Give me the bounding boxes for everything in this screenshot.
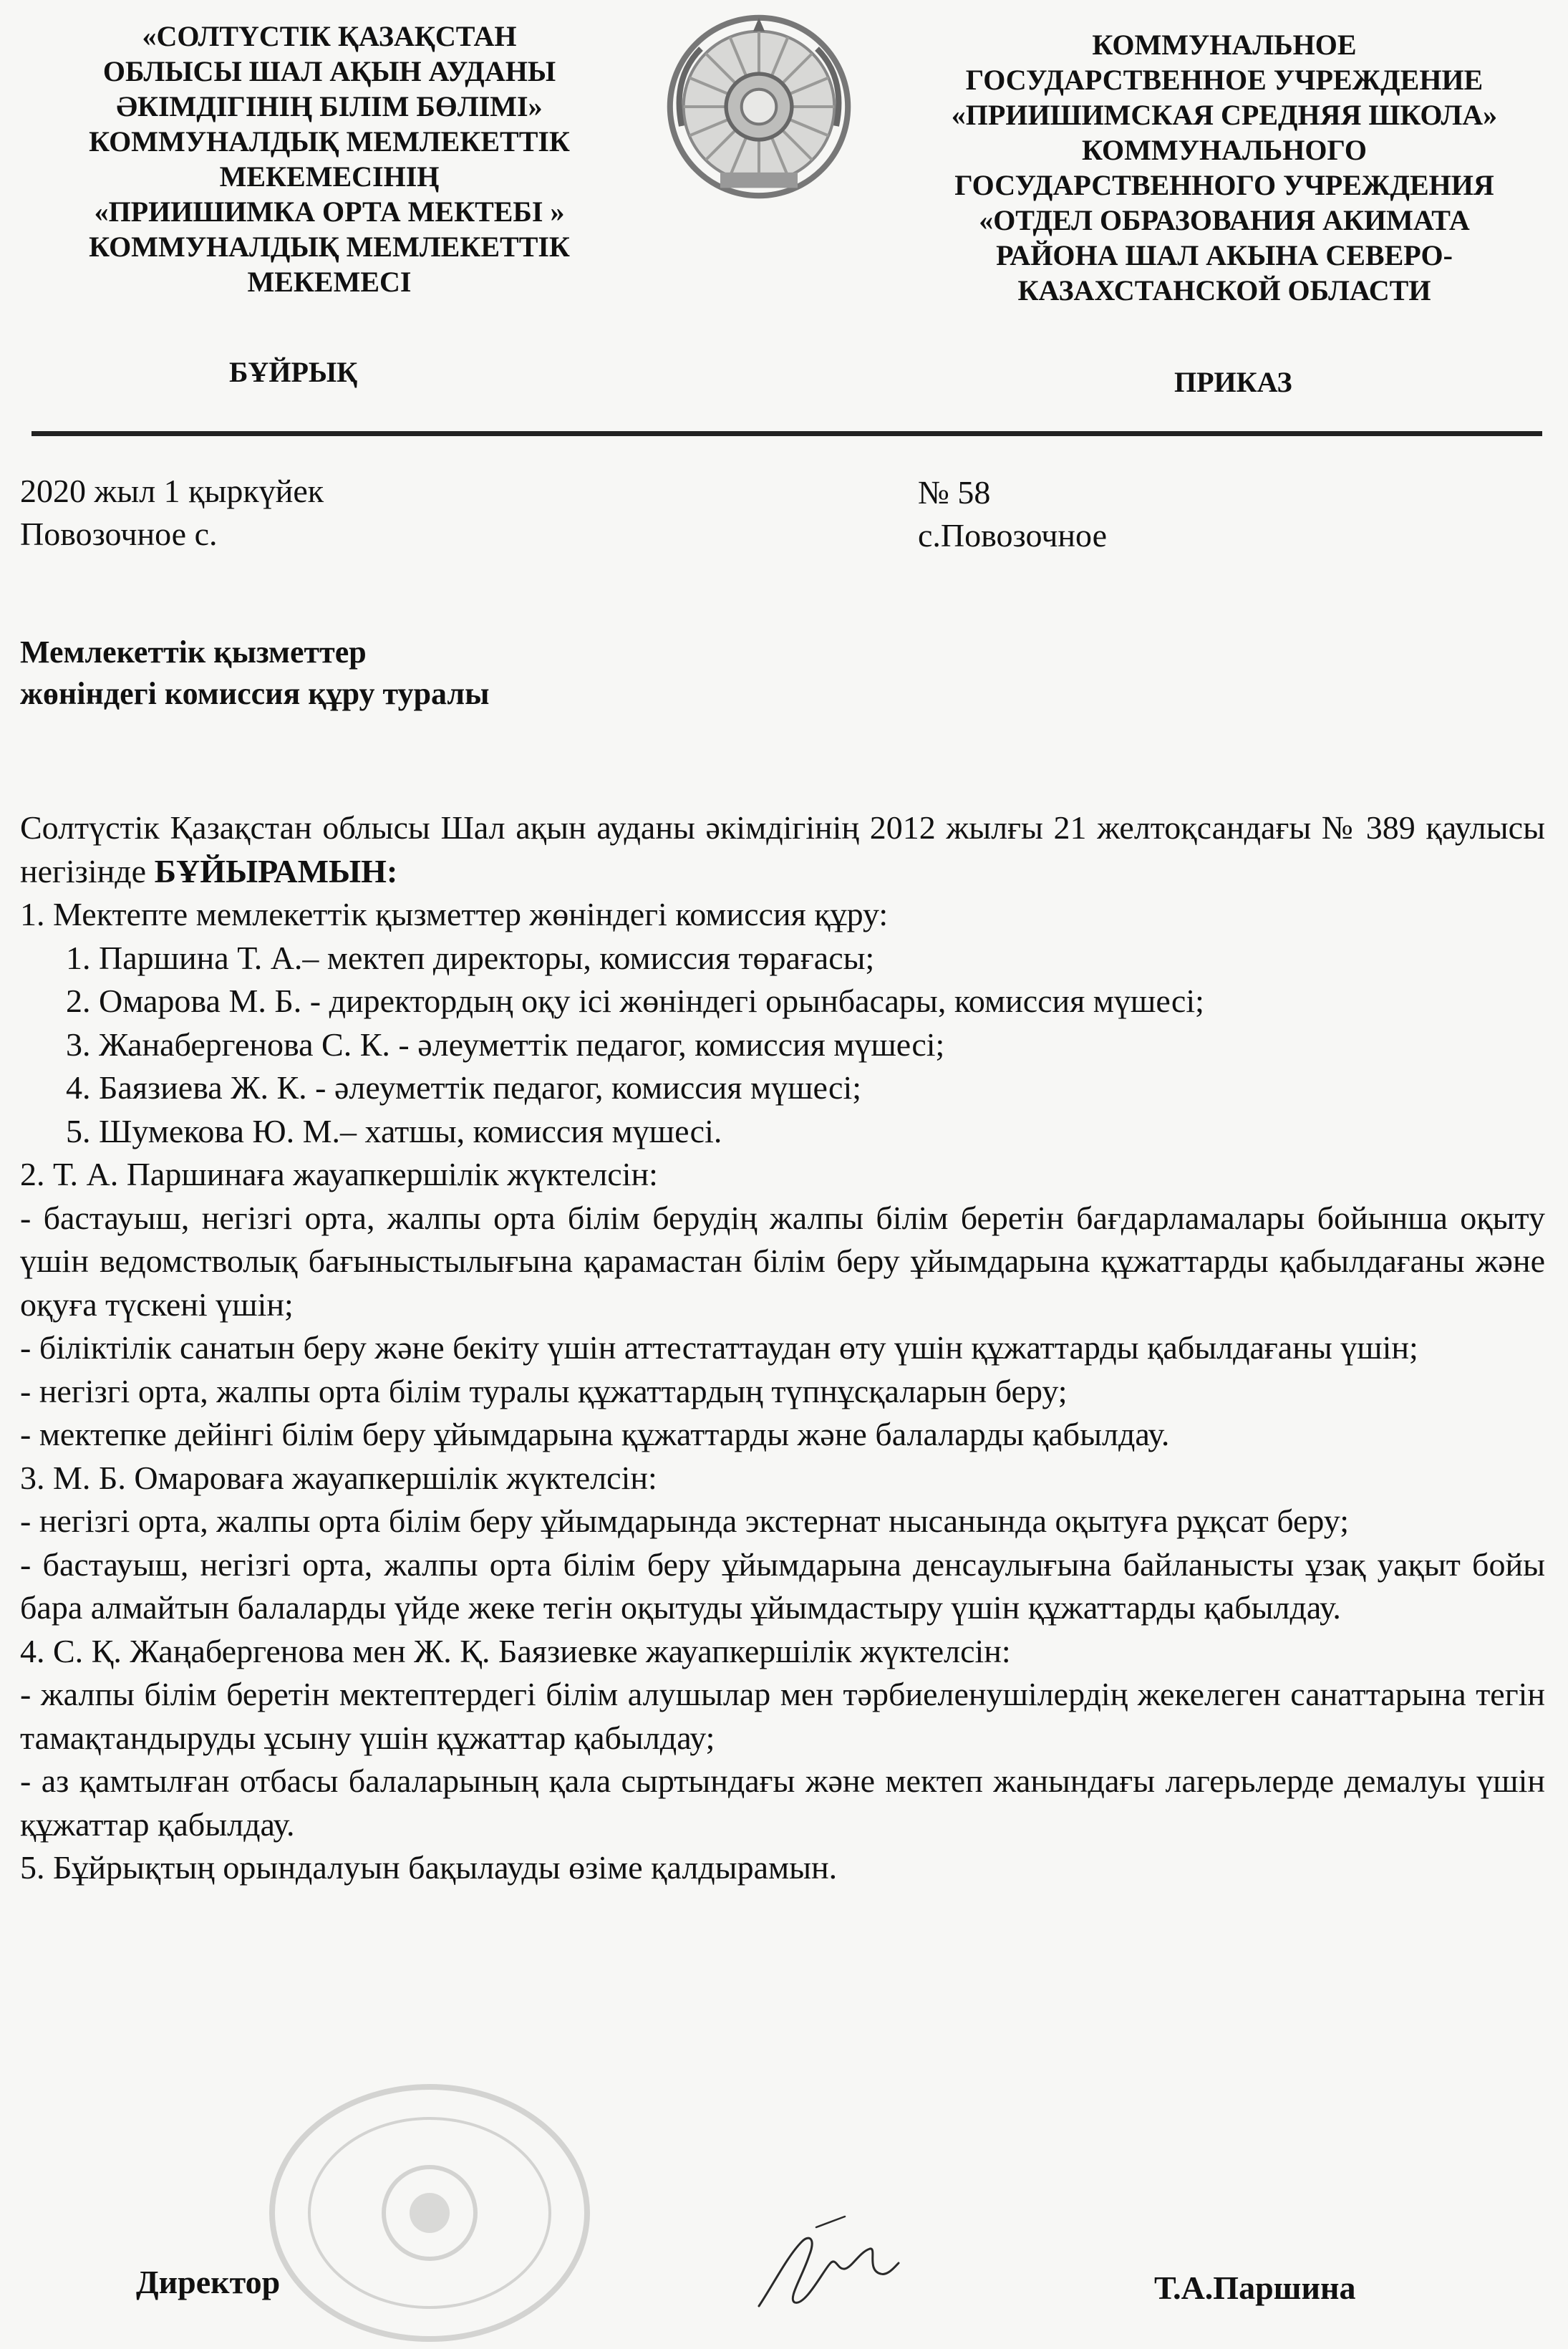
order-date: 2020 жыл 1 қыркүйек (20, 473, 324, 509)
intro-paragraph (20, 806, 1545, 893)
subject-line: Мемлекеттік қызметтер (20, 635, 367, 670)
member-item: 5. Шумекова Ю. М.– хатшы, комиссия мүшесі. (66, 1112, 722, 1149)
subject-line: жөніндегі комиссия құру туралы (20, 676, 490, 711)
header-right-line: КОММУНАЛЬНОГО (1081, 134, 1368, 166)
header-left-line: ОБЛЫСЫ ШАЛ АҚЫН АУДАНЫ (102, 55, 556, 87)
header-left-line: КОММУНАЛДЫҚ МЕМЛЕКЕТТІК (89, 231, 570, 263)
clause-3: 3. М. Б. Омароваға жауапкершілік жүктелсін: (20, 1459, 657, 1496)
clause-2: 2. Т. А. Паршинаға жауапкершілік жүктелсін: (20, 1156, 658, 1192)
header-left-line: «СОЛТҮСТІК ҚАЗАҚСТАН (142, 20, 517, 52)
meta-right (918, 471, 1107, 557)
header-right-line: «ОТДЕЛ ОБРАЗОВАНИЯ АКИМАТА (979, 204, 1470, 236)
clause-2-item: - біліктілік санатын беру және бекіту үшін аттестаттаудан өту үшін құжаттарды қабылдағаны үшін; (20, 1329, 1418, 1366)
meta-left (20, 470, 324, 556)
intro-text: Солтүстік Қазақстан облысы Шал ақын ауданы әкімдігінің 2012 жылғы 21 желтоқсандағы № 389 қаулысы негізінде (20, 809, 1545, 889)
header-left-line: ӘКІМДІГІНІҢ БІЛІМ БӨЛІМІ» (116, 90, 543, 122)
handwritten-signature-icon (745, 2213, 909, 2320)
header-left-line: КОММУНАЛДЫҚ МЕМЛЕКЕТТІК (89, 125, 570, 158)
clause-5: 5. Бұйрықтың орындалуын бақылауды өзіме қалдырамын. (20, 1849, 838, 1886)
order-subject (20, 632, 489, 715)
header-left-kz (36, 19, 623, 299)
order-body (20, 806, 1545, 1890)
clause-3-item: - бастауыш, негізгі орта, жалпы орта білім беру ұйымдарына денсаулығына байланысты ұзақ уақыт бойы бара алмайтын балаларды үйде жеке тегін оқытуды ұйымдастыру үшін құжаттарды қабылдау. (20, 1545, 1545, 1626)
clause-2-item: - негізгі орта, жалпы орта білім туралы құжаттардың түпнұсқаларын беру; (20, 1372, 1068, 1409)
clause-2-item: - мектепке дейінгі білім беру ұйымдарына құжаттарды және балаларды қабылдау. (20, 1416, 1170, 1452)
member-item: 2. Омарова М. Б. - директордың оқу ісі жөніндегі орынбасары, комиссия мүшесі; (66, 983, 1204, 1019)
clause-1: 1. Мектепте мемлекеттік қызметтер жөніндегі комиссия құру: (20, 896, 889, 932)
intro-command: БҰЙЫРАМЫН: (154, 852, 398, 889)
header-right-line: ГОСУДАРСТВЕННОГО УЧРЕЖДЕНИЯ (954, 169, 1494, 201)
state-emblem-icon (662, 10, 856, 203)
order-word-kz: БҰЙРЫҚ (229, 356, 358, 388)
header-divider (32, 431, 1542, 436)
header-left-line: МЕКЕМЕСІНІҢ (219, 160, 440, 193)
member-item: 3. Жанабергенова С. К. - әлеуметтік педагог, комиссия мүшесі; (66, 1026, 945, 1063)
order-number: № 58 (918, 474, 991, 511)
clause-4-item: - аз қамтылған отбасы балаларының қала сыртындағы және мектеп жанындағы лагерьлерде демалуы үшін құжаттар қабылдау. (20, 1762, 1545, 1843)
header-right-line: КАЗАХСТАНСКОЙ ОБЛАСТИ (1017, 274, 1431, 307)
clause-3-item: - негізгі орта, жалпы орта білім беру ұйымдарында экстернат нысанында оқытуға рұқсат беру; (20, 1503, 1349, 1539)
member-item: 1. Паршина Т. А.– мектеп директоры, комиссия төрағасы; (66, 939, 875, 976)
member-item: 4. Баязиева Ж. К. - әлеуметтік педагог, комиссия мүшесі; (66, 1069, 862, 1106)
header-right-ru (916, 27, 1532, 308)
place-kz: Повозочное с. (20, 516, 218, 552)
clause-2-item: - бастауыш, негізгі орта, жалпы орта білім берудің жалпы білім беретін бағдарламалары бойынша оқыту үшін ведомстволық бағыныстылығына қарамастан білім беру ұйымдарына құжаттарды қабылдағаны және оқуға түскені үшін; (20, 1199, 1545, 1323)
header-right-line: КОММУНАЛЬНОЕ (1092, 29, 1357, 61)
signatory-role: Директор (136, 2264, 281, 2300)
signatory-name: Т.А.Паршина (1154, 2270, 1356, 2306)
header-right-line: РАЙОНА ШАЛ АКЫНА СЕВЕРО- (996, 239, 1453, 271)
round-stamp-icon (258, 2077, 601, 2349)
header-left-line: «ПРИИШИМКА ОРТА МЕКТЕБІ » (94, 196, 565, 228)
place-ru: с.Повозочное (918, 517, 1107, 554)
header-right-line: ГОСУДАРСТВЕННОЕ УЧРЕЖДЕНИЕ (965, 64, 1484, 96)
clause-4-item: - жалпы білім беретін мектептердегі білім алушылар мен тәрбиеленушілердің жекелеген санаттарына тегін тамақтандыруды ұсыну үшін құжаттар қабылдау; (20, 1676, 1545, 1756)
order-word-ru: ПРИКАЗ (1174, 366, 1292, 398)
clause-4: 4. С. Қ. Жаңабергенова мен Ж. Қ. Баязиевке жауапкершілік жүктелсін: (20, 1632, 1011, 1669)
header-left-line: МЕКЕМЕСІ (247, 266, 412, 298)
header-right-line: «ПРИИШИМСКАЯ СРЕДНЯЯ ШКОЛА» (951, 99, 1498, 131)
